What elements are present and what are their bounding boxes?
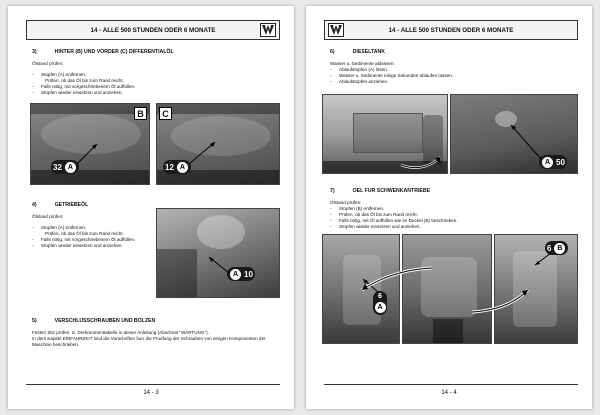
- list-item: - Falls nötig, mit Öl auffüllen wie im Deckel (B) beschrieben.: [330, 218, 458, 224]
- instruction-list: [32, 225, 135, 249]
- callout-number: 6: [547, 243, 552, 253]
- section-5-text: [32, 330, 282, 348]
- brand-logo-mark: [261, 24, 275, 36]
- brand-logo: [328, 23, 344, 37]
- section-4-text: [32, 214, 135, 249]
- page-number: 14 - 3: [143, 390, 159, 396]
- section-title: OEL FUR SCHWENKANTRIEBE: [352, 188, 431, 194]
- page-header-title: 14 - ALLE 500 STUNDEN ODER 6 MONATE: [90, 26, 216, 34]
- manual-page-right: [306, 6, 592, 409]
- callout-letter: A: [65, 162, 76, 173]
- section-title: HINTER (B) UND VORDER (C) DIFFERENTIALÖL: [54, 49, 174, 55]
- brand-logo-mark: [329, 24, 343, 36]
- callout-letter: A: [375, 302, 386, 313]
- brand-logo: [260, 23, 276, 37]
- section-3-heading: [32, 49, 174, 55]
- list-item: - Falls nötig, mit vorgeschriebenem Öl auffüllen.: [32, 237, 135, 243]
- callout-letter: A: [542, 157, 553, 168]
- list-item: - Stopfen wieder einsetzen und anziehen.: [32, 243, 135, 249]
- photo-gearbox: [156, 208, 280, 298]
- list-item: - Stopfen wieder einsetzen und anziehen.: [330, 224, 458, 230]
- section-3-text: [32, 61, 135, 96]
- section-6-heading: [330, 49, 385, 55]
- section-intro: Wasser u. Sedimente ablassen:: [330, 61, 395, 66]
- figure-label-badge: B: [134, 107, 147, 120]
- page-number: 14 - 4: [441, 390, 457, 396]
- list-item: - Ablaufstopfen anziehen.: [330, 79, 453, 85]
- section-7-text: [330, 200, 458, 230]
- figure-label-badge: C: [159, 107, 172, 120]
- callout-number: 10: [244, 269, 253, 279]
- callout-letter: A: [177, 162, 188, 173]
- instruction-list: [32, 72, 135, 96]
- section-title: VERSCHLUSSCHRAUBEN UND BOLZEN: [54, 318, 156, 324]
- instruction-list: [330, 206, 458, 230]
- callout-arrow-icon: [157, 209, 280, 298]
- section-number: 7): [330, 188, 335, 194]
- section-4-heading: [32, 202, 88, 208]
- instruction-list: [330, 67, 453, 85]
- page-header-title: 14 - ALLE 500 STUNDEN ODER 6 MONATE: [388, 26, 514, 34]
- curved-arrow-icon: [323, 95, 448, 174]
- page-header: [324, 20, 578, 40]
- page-header: [26, 20, 280, 40]
- section-title: GETRIEBEÖL: [54, 202, 89, 208]
- footer-divider: [324, 384, 578, 385]
- section-intro: Ölstand prüfen:: [32, 61, 64, 66]
- list-item: - Stopfen wieder einsetzen und anziehen.: [32, 90, 135, 96]
- section-title: DIESELTANK: [352, 49, 385, 55]
- list-item: - Stopfen (A) entfernen.: [32, 72, 135, 78]
- section-intro: Ölstand prüfen:: [330, 200, 362, 205]
- list-item: Prüfen, ob das Öl bis zum Rand reicht.: [45, 231, 124, 236]
- section-number: 4): [32, 202, 37, 208]
- section-6-text: [330, 61, 453, 85]
- section-number: 5): [32, 318, 37, 324]
- callout-letter: A: [230, 269, 241, 280]
- list-item: - Prüfen, ob das Öl bis zum Rand reicht.: [330, 212, 458, 218]
- callout-number: 12: [165, 162, 174, 172]
- callout-arrow-icon: [157, 104, 280, 185]
- list-item: Prüfen, ob das Öl bis zum Rand reicht.: [45, 78, 124, 83]
- callout-arrow-icon: [31, 104, 150, 185]
- callout-number: 50: [556, 157, 565, 167]
- callout-letter: B: [554, 243, 565, 254]
- list-item: - Ablaufstopfen (A) lösen.: [330, 67, 453, 73]
- list-item: - Stopfen (A) entfernen.: [32, 225, 135, 231]
- callout-number: 32: [53, 162, 62, 172]
- photo-front-differential: [156, 103, 280, 185]
- list-item: - Stopfen (B) entfernen.: [330, 206, 458, 212]
- section-7-heading: [330, 188, 430, 194]
- list-item: - Falls nötig, mit vorgeschriebenem Öl auffüllen.: [32, 84, 135, 90]
- photo-diesel-tank-overview: [322, 94, 448, 174]
- curved-arrow-icon: [322, 234, 578, 344]
- photo-drain-plug: [450, 94, 578, 174]
- callout-number: 6: [378, 293, 382, 300]
- list-item: - Wasser u. Sedimente einige Sekunden ablaufen lassen.: [330, 73, 453, 79]
- section-number: 6): [330, 49, 335, 55]
- section-5-heading: [32, 318, 155, 324]
- footer-divider: [26, 384, 280, 385]
- callout-arrow-icon: [451, 95, 578, 174]
- section-number: 3): [32, 49, 37, 55]
- section-paragraph: Festen Sitz prüfen. S. Drehmomenttabelle in dieser Anleitung (Abschnitt "WARTUNG").: [32, 330, 209, 335]
- manual-page-left: [8, 6, 294, 409]
- photo-rear-differential: [30, 103, 150, 185]
- section-intro: Ölstand prüfen:: [32, 214, 64, 219]
- section-paragraph: In dem Kapitel EINFAHRZEIT sind die Vorschriften fuer die Pruefung der Schrauben von einigen Komponenten der Maschine beschrieben.: [32, 336, 266, 347]
